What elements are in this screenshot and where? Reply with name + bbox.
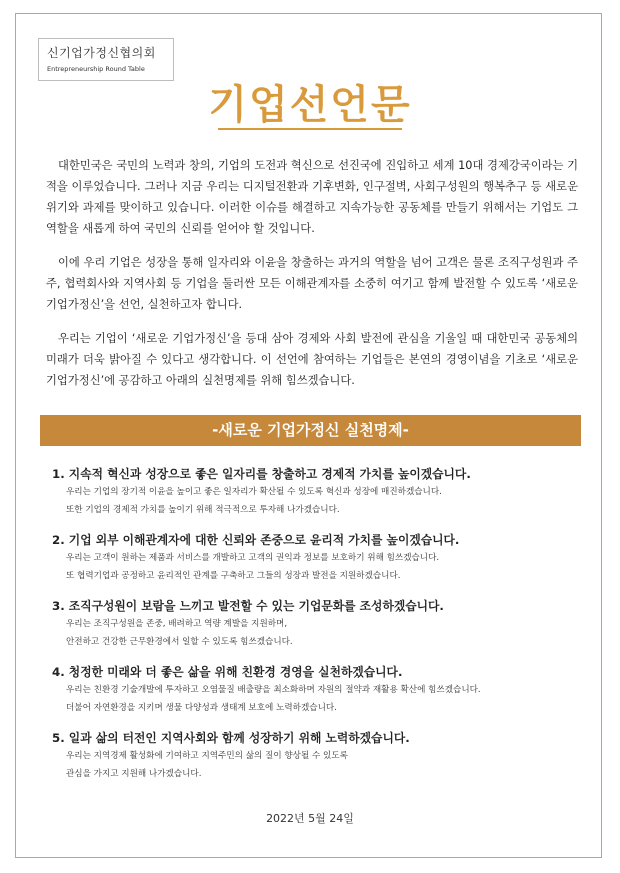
intro-paragraph: 대한민국은 국민의 노력과 창의, 기업의 도전과 혁신으로 선진국에 진입하고 세계 10대 경제강국이라는 기적을 이루었습니다. 그러나 지금 우리는 디지털전환과 기후변화, 인구절벽, 사회구성원의 행복추구 등 새로운 위기와 과제를 맞이하고 있습니다. 이러한 이슈를 해결하고 지속가능한 공동체를 만들기 위해서는 기업도 그 역할을 새롭게 하여 국민의 신뢰를 얻어야 할 것입니다. <box>46 159 578 235</box>
pledge-detail: 또 협력기업과 공정하고 윤리적인 관계를 구축하고 그들의 성장과 발전을 지원하겠습니다. <box>66 571 401 581</box>
pledge-detail: 우리는 조직구성원을 존중, 배려하고 역량 계발을 지원하며, <box>66 619 288 629</box>
organization-name-english: Entrepreneurship Round Table <box>47 65 145 73</box>
pledge-item <box>52 729 582 783</box>
pledge-detail: 우리는 기업의 장기적 이윤을 높이고 좋은 일자리가 확산될 수 있도록 혁신과 성장에 매진하겠습니다. <box>66 487 442 497</box>
pledge-item <box>52 663 582 717</box>
pledge-detail: 더불어 자연환경을 지키며 생물 다양성과 생태계 보호에 노력하겠습니다. <box>66 703 337 713</box>
intro-paragraph: 이에 우리 기업은 성장을 통해 일자리와 이윤을 창출하는 과거의 역할을 넘어 고객은 물론 조직구성원과 주주, 협력회사와 지역사회 등 기업을 둘러싼 모든 이해관계자를 소중히 여기고 함께 발전할 수 있도록 ‘새로운 기업가정신’을 선언, 실천하고자 합니다. <box>46 256 578 311</box>
pledge-heading: 4. 청정한 미래와 더 좋은 삶을 위해 친환경 경영을 실천하겠습니다. <box>52 665 403 679</box>
pledge-item <box>52 597 582 651</box>
pledge-detail: 관심을 가지고 지원해 나가겠습니다. <box>66 769 202 779</box>
pledge-list <box>52 465 582 795</box>
pledge-detail: 또한 기업의 경제적 가치를 높이기 위해 적극적으로 투자해 나가겠습니다. <box>66 505 340 515</box>
section-banner: -새로운 기업가정신 실천명제- <box>40 415 581 446</box>
organization-name: 신기업가정신협의회 <box>47 46 156 60</box>
pledge-detail: 우리는 고객이 원하는 제품과 서비스를 개발하고 고객의 권익과 정보를 보호하기 위해 힘쓰겠습니다. <box>66 553 440 563</box>
pledge-heading: 5. 일과 삶의 터전인 지역사회와 함께 성장하기 위해 노력하겠습니다. <box>52 731 410 745</box>
pledge-detail: 안전하고 건강한 근무환경에서 일할 수 있도록 힘쓰겠습니다. <box>66 637 293 647</box>
pledge-heading: 2. 기업 외부 이해관계자에 대한 신뢰와 존중으로 윤리적 가치를 높이겠습니다. <box>52 533 460 547</box>
document-title: 기업선언문 <box>208 82 412 128</box>
pledge-heading: 3. 조직구성원이 보람을 느끼고 발전할 수 있는 기업문화를 조성하겠습니다. <box>52 599 444 613</box>
pledge-heading: 1. 지속적 혁신과 성장으로 좋은 일자리를 창출하고 경제적 가치를 높이겠습니다. <box>52 467 471 481</box>
organization-logo <box>38 38 174 81</box>
pledge-detail: 우리는 친환경 기술개발에 투자하고 오염물질 배출량을 최소화하며 자원의 절약과 재활용 확산에 힘쓰겠습니다. <box>66 685 481 695</box>
declaration-date: 2022년 5월 24일 <box>266 812 354 825</box>
intro-paragraph: 우리는 기업이 ‘새로운 기업가정신’을 등대 삼아 경제와 사회 발전에 관심을 기울일 때 대한민국 공동체의 미래가 더욱 밝아질 수 있다고 생각합니다. 이 선언에 참여하는 기업들은 본연의 경영이념을 기초로 ‘새로운 기업가정신’에 공감하고 아래의 실천명제를 위해 힘쓰겠습니다. <box>46 332 578 387</box>
pledge-item <box>52 465 582 519</box>
intro-section <box>46 155 578 404</box>
title-underline <box>218 128 402 130</box>
pledge-item <box>52 531 582 585</box>
pledge-detail: 우리는 지역경제 활성화에 기여하고 지역주민의 삶의 질이 향상될 수 있도록 <box>66 751 348 761</box>
